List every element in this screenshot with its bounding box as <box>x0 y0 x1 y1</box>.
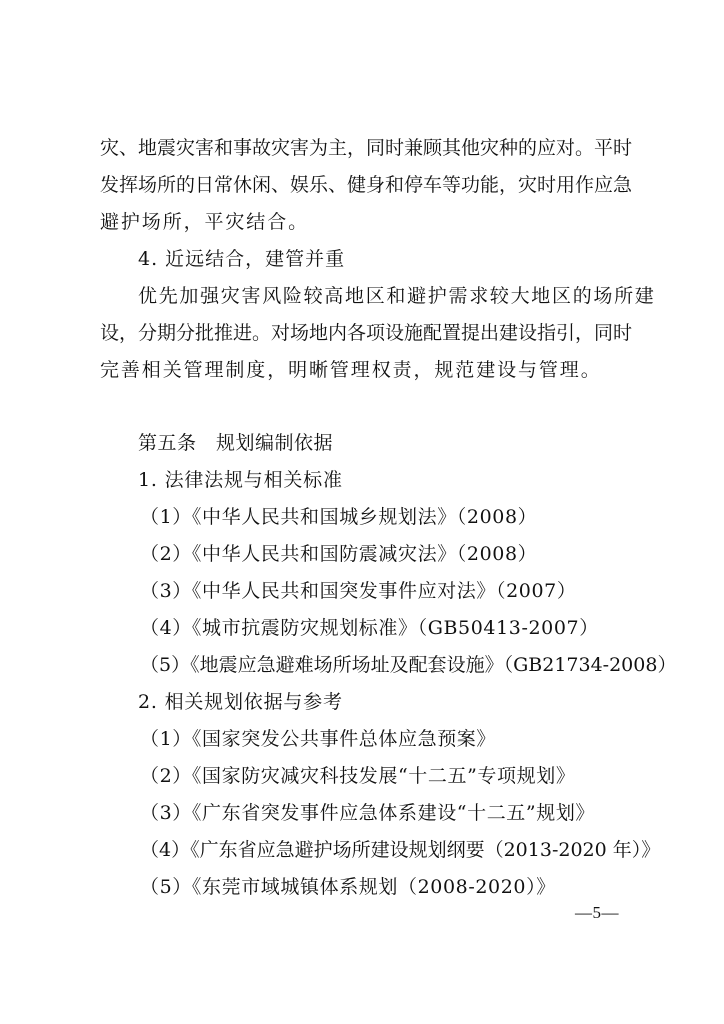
paragraph-2-line-2: 设，分期分批推进。对场地内各项设施配置提出建设指引，同时 <box>100 322 633 344</box>
paragraph-1-line-1: 灾、地震灾害和事故灾害为主，同时兼顾其他灾种的应对。平时 <box>100 137 633 159</box>
paragraph-1-line-2: 发挥场所的日常休闲、娱乐、健身和停车等功能，灾时用作应急 <box>100 174 633 196</box>
list-item: （4）《城市抗震防灾规划标准》（GB50413-2007） <box>140 617 599 639</box>
list-item: （2）《中华人民共和国防震减灾法》（2008） <box>140 543 538 565</box>
paragraph-2-line-1: 优先加强灾害风险较高地区和避护需求较大地区的场所建 <box>138 285 656 307</box>
section-1-title: 1. 法律法规与相关标准 <box>138 469 343 491</box>
list-item: （3）《中华人民共和国突发事件应对法》（2007） <box>140 580 577 602</box>
paragraph-2-line-3: 完善相关管理制度，明晰管理权责，规范建设与管理。 <box>100 359 602 381</box>
list-item: （2）《国家防灾减灾科技发展“十二五”专项规划》 <box>140 765 576 787</box>
principle-heading-4: 4. 近远结合，建管并重 <box>138 248 346 270</box>
section-2-title: 2. 相关规划依据与参考 <box>138 691 343 713</box>
list-item: （1）《国家突发公共事件总体应急预案》 <box>140 728 496 750</box>
list-item: （4）《广东省应急避护场所建设规划纲要（2013-2020 年）》 <box>140 839 661 861</box>
page-number: —5— <box>575 903 619 922</box>
list-item: （3）《广东省突发事件应急体系建设“十二五”规划》 <box>140 802 596 824</box>
list-item: （5）《东莞市域城镇体系规划（2008-2020）》 <box>140 876 556 898</box>
article-title: 第五条 规划编制依据 <box>138 432 334 454</box>
list-item: （5）《地震应急避难场所场址及配套设施》（GB21734-2008） <box>140 654 677 676</box>
list-item: （1）《中华人民共和国城乡规划法》（2008） <box>140 506 538 528</box>
paragraph-1-line-3: 避护场所，平灾结合。 <box>100 211 310 233</box>
